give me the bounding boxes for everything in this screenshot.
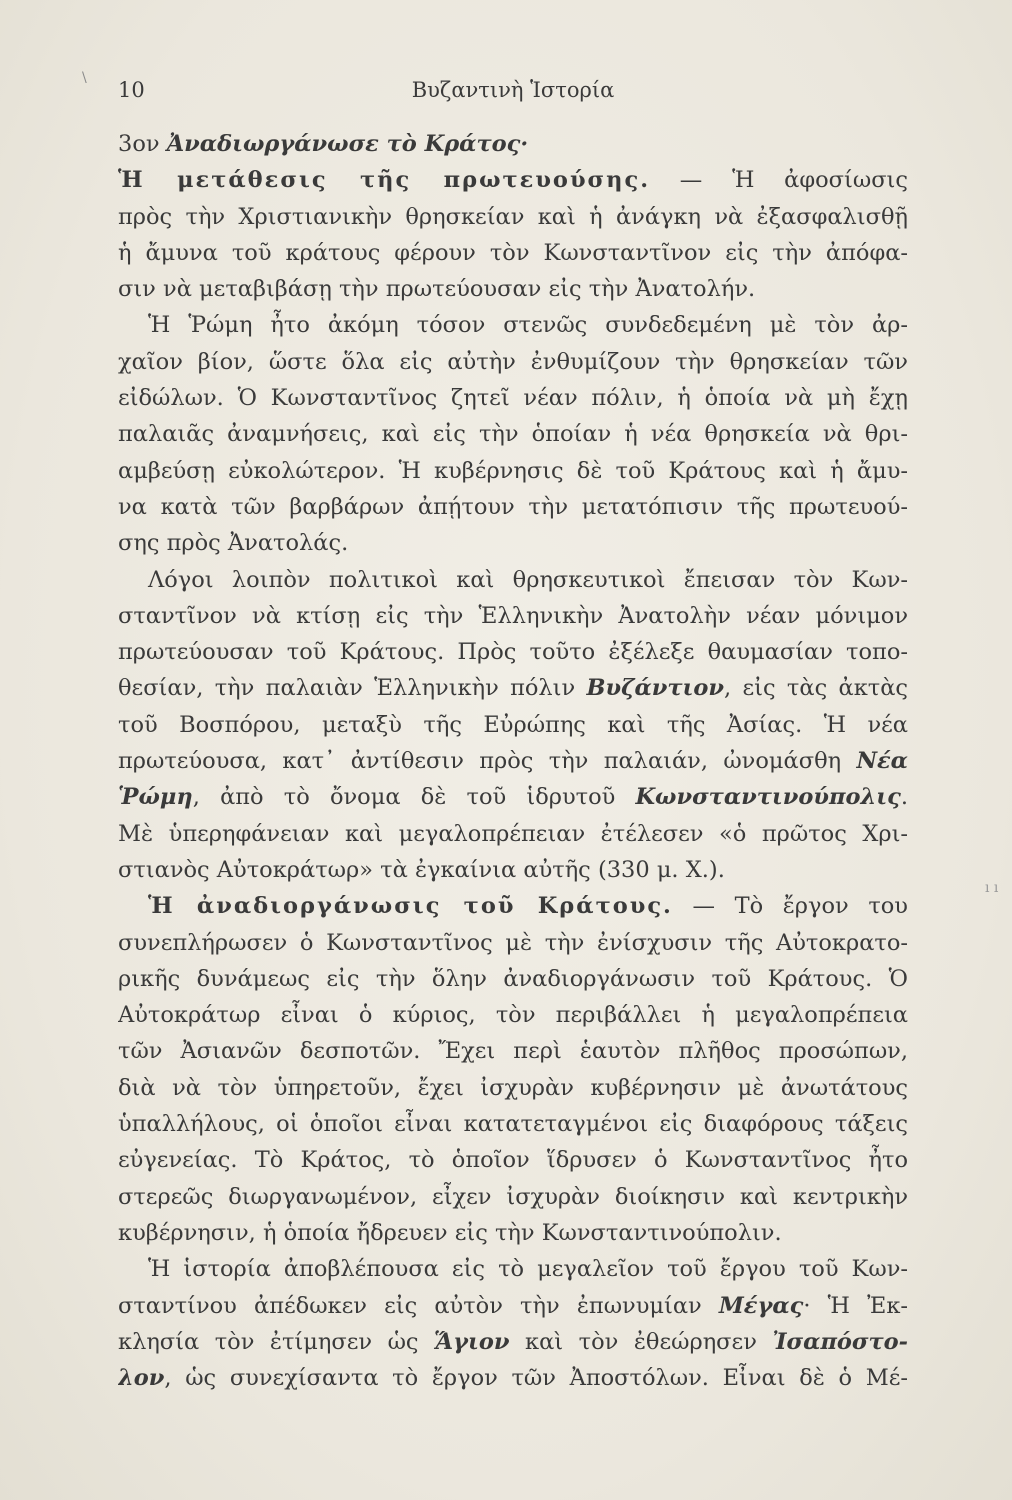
line-text: καὶ τὸν ἐθεώρησεν — [509, 1328, 773, 1355]
text-line — [118, 199, 908, 235]
emphasis: Ἰσαπόστο- — [772, 1328, 908, 1355]
line-text: πρὸς τὴν Χριστιανικὴν θρησκείαν καὶ ἡ ἀνάγκη νὰ ἐξασφαλισθῇ — [118, 203, 908, 230]
emphasis: Βυζάντιον — [586, 675, 725, 702]
line-text: αμβεύσῃ εὐκολώτερον. Ἡ κυβέρνησις δὲ τοῦ Κράτους καὶ ἡ ἄμυ- — [118, 457, 908, 484]
margin-mark: ı ı — [985, 880, 999, 896]
text-line — [118, 562, 908, 598]
line-text: κλησία τὸν ἐτίμησεν ὡς — [118, 1328, 435, 1355]
emphasis: Νέα — [856, 748, 908, 775]
text-line — [118, 1142, 908, 1178]
section-title: Ἀναδιωργάνωσε τὸ Κράτος· — [166, 131, 529, 157]
text-line — [118, 888, 908, 924]
page-number: 10 — [118, 78, 145, 102]
text-line — [118, 1288, 908, 1324]
subheading: Ἡ μετάθεσις τῆς πρωτευούσης. — [118, 167, 651, 194]
line-text: Μὲ ὑπερηφάνειαν καὶ μεγαλοπρέπειαν ἐτέλεσεν «ὁ πρῶτος Χρι- — [118, 820, 908, 847]
text-line — [118, 1033, 908, 1069]
text-line — [118, 307, 908, 343]
line-text: εὐγενείας. Τὸ Κράτος, τὸ ὁποῖον ἵδρυσεν ὁ Κωνσταντῖνος ἦτο — [118, 1147, 908, 1174]
text-line — [118, 1251, 908, 1287]
line-text: , εἰς τὰς ἀκτὰς — [724, 675, 908, 702]
text-line — [118, 925, 908, 961]
text-line — [118, 598, 908, 634]
text-line — [118, 1324, 908, 1360]
line-text: σιν νὰ μεταβιβάσῃ τὴν πρωτεύουσαν εἰς τὴν Ἀνατολήν. — [118, 276, 756, 303]
line-text: παλαιᾶς ἀναμνήσεις, καὶ εἰς τὴν ὁποίαν ἡ νέα θρησκεία νὰ θρι- — [118, 421, 908, 448]
line-text: σης πρὸς Ἀνατολάς. — [118, 530, 349, 557]
text-line — [118, 670, 908, 706]
text-line — [118, 743, 908, 779]
emphasis: λον — [118, 1365, 165, 1392]
text-line — [118, 1179, 908, 1215]
line-text: · Ἡ Ἐκ- — [803, 1292, 908, 1319]
line-text: — Ἡ ἀφοσίωσις — [650, 167, 908, 194]
line-text: — Τὸ ἔργον του — [672, 893, 908, 920]
line-text: να κατὰ τῶν βαρβάρων ἀπῄτουν τὴν μετατόπισιν τῆς πρωτευού- — [118, 493, 908, 520]
page-header — [118, 78, 908, 112]
line-text: Λόγοι λοιπὸν πολιτικοὶ καὶ θρησκευτικοὶ ἔπεισαν τὸν Κων- — [148, 566, 908, 593]
text-line — [118, 235, 908, 271]
text-line — [118, 961, 908, 997]
line-text: σταντῖνον νὰ κτίσῃ εἰς τὴν Ἑλληνικὴν Ἀνατολὴν νέαν μόνιμον — [118, 602, 908, 629]
section-number: 3ον — [118, 131, 160, 157]
text-line — [118, 1070, 908, 1106]
section-heading — [118, 126, 908, 162]
line-text: χαῖον βίον, ὥστε ὅλα εἰς αὐτὴν ἐνθυμίζουν τὴν θρησκείαν τῶν — [118, 348, 908, 375]
text-line — [118, 852, 908, 888]
text-line — [118, 525, 908, 561]
line-text: . — [900, 784, 908, 811]
emphasis: Μέγας — [718, 1292, 804, 1319]
line-text: εἰδώλων. Ὁ Κωνσταντῖνος ζητεῖ νέαν πόλιν, ἡ ὁποία νὰ μὴ ἔχῃ — [118, 385, 908, 412]
line-text: Ἡ ἱστορία ἀποβλέπουσα εἰς τὸ μεγαλεῖον τοῦ ἔργου τοῦ Κων- — [148, 1256, 908, 1283]
line-text: , ἀπὸ τὸ ὄνομα δὲ τοῦ ἱδρυτοῦ — [192, 784, 636, 811]
line-text: Αὐτοκράτωρ εἶναι ὁ κύριος, τὸν περιβάλλει ἡ μεγαλοπρέπεια — [118, 1002, 908, 1029]
line-text: σταντίνου ἀπέδωκεν εἰς αὐτὸν τὴν ἐπωνυμίαν — [118, 1292, 719, 1319]
text-line — [118, 707, 908, 743]
stray-mark: \ — [82, 70, 87, 86]
line-text: στερεῶς διωργανωμένον, εἶχεν ἰσχυρὰν διοίκησιν καὶ κεντρικὴν — [118, 1183, 908, 1210]
line-text: συνεπλήρωσεν ὁ Κωνσταντῖνος μὲ τὴν ἐνίσχυσιν τῆς Αὐτοκρατο- — [118, 929, 908, 956]
text-line — [118, 489, 908, 525]
text-line — [118, 997, 908, 1033]
text-line — [118, 816, 908, 852]
line-text: διὰ νὰ τὸν ὑπηρετοῦν, ἔχει ἰσχυρὰν κυβέρνησιν μὲ ἀνωτάτους — [118, 1074, 908, 1101]
line-text: κυβέρνησιν, ἡ ὁποία ἤδρευεν εἰς τὴν Κωνσταντινούπολιν. — [118, 1219, 782, 1246]
running-title: Βυζαντινὴ Ἱστορία — [411, 78, 615, 102]
text-line — [118, 1215, 908, 1251]
line-text: θεσίαν, τὴν παλαιὰν Ἑλληνικὴν πόλιν — [118, 675, 587, 702]
text-line — [118, 779, 908, 815]
text-line — [118, 271, 908, 307]
text-line — [118, 416, 908, 452]
emphasis: Ῥώμη — [118, 784, 193, 811]
line-text: τῶν Ἀσιανῶν δεσποτῶν. Ἔχει περὶ ἑαυτὸν πλῆθος προσώπων, — [118, 1038, 908, 1065]
text-line — [118, 1360, 908, 1396]
text-lines — [118, 162, 908, 1396]
text-line — [118, 162, 908, 198]
text-line — [118, 634, 908, 670]
line-text: ρικῆς δυνάμεως εἰς τὴν ὅλην ἀναδιοργάνωσιν τοῦ Κράτους. Ὁ — [118, 965, 908, 992]
emphasis: Ἅγιον — [434, 1328, 510, 1355]
line-text: πρωτεύουσα, κατ᾽ ἀντίθεσιν πρὸς τὴν παλαιάν, ὠνομάσθη — [118, 748, 857, 775]
line-text: Ἡ Ῥώμη ἦτο ἀκόμη τόσον στενῶς συνδεδεμένη μὲ τὸν ἀρ- — [148, 312, 908, 339]
text-line — [118, 453, 908, 489]
text-line — [118, 380, 908, 416]
text-line — [118, 1106, 908, 1142]
text-line — [118, 344, 908, 380]
line-text: , ὡς συνεχίσαντα τὸ ἔργον τῶν Ἀποστόλων. Εἶναι δὲ ὁ Μέ- — [164, 1365, 908, 1392]
line-text: ἡ ἄμυνα τοῦ κράτους φέρουν τὸν Κωνσταντῖνον εἰς τὴν ἀπόφα- — [118, 239, 908, 266]
line-text: πρωτεύουσαν τοῦ Κράτους. Πρὸς τοῦτο ἐξέλεξε θαυμασίαν τοπο- — [118, 639, 908, 666]
line-text: ὑπαλλήλους, οἱ ὁποῖοι εἶναι κατατεταγμένοι εἰς διαφόρους τάξεις — [118, 1111, 908, 1138]
line-text: τοῦ Βοσπόρου, μεταξὺ τῆς Εὐρώπης καὶ τῆς Ἀσίας. Ἡ νέα — [118, 711, 908, 738]
body-text — [118, 126, 908, 1396]
emphasis: Κωνσταντινούπολις — [635, 784, 901, 811]
subheading: Ἡ ἀναδιοργάνωσις τοῦ Κράτους. — [148, 893, 673, 920]
line-text: στιανὸς Αὐτοκράτωρ» τὰ ἐγκαίνια αὐτῆς (330 μ. Χ.). — [118, 856, 725, 883]
